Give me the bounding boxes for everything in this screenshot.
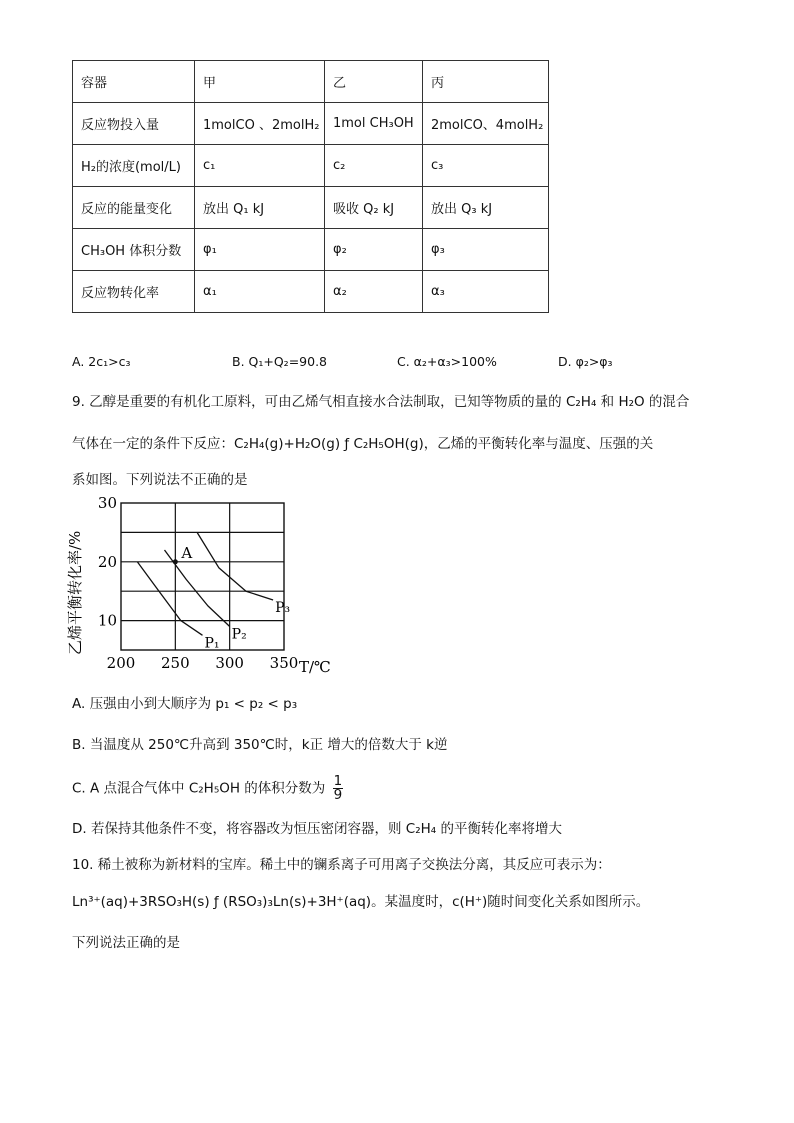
table-row [73,103,549,145]
table-row [73,61,549,103]
q10-stem-line3: 下列说法正确的是 [72,935,180,951]
point-a-label: A [181,543,193,562]
fraction-numerator: 1 [333,773,343,789]
table-cell: CH₃OH 体积分数 [73,229,195,271]
q9-option-a[interactable]: A. 压强由小到大顺序为 p₁ < p₂ < p₃ [72,696,298,712]
table-row [73,187,549,229]
q8-option-a[interactable]: A. 2c₁>c₃ [72,354,131,369]
q8-option-b[interactable]: B. Q₁+Q₂=90.8 [232,354,328,369]
x-tick-label: 200 [106,654,136,672]
table-cell: 1molCO 、2molH₂ [195,103,325,145]
q9-stem-line1: 9. 乙醇是重要的有机化工原料，可由乙烯气相直接水合法制取，已知等物质的量的 C₂H₄ 和 H₂O 的混合 [72,394,690,410]
q9-option-b[interactable]: B. 当温度从 250℃升高到 350℃时，k正 增大的倍数大于 k逆 [72,737,448,753]
table-cell: 1mol CH₃OH [325,103,423,145]
q10-stem-line1: 10. 稀土被称为新材料的宝库。稀土中的镧系离子可用离子交换法分离，其反应可表示为： [72,857,611,873]
point-a-marker [173,559,178,564]
table-cell: c₂ [325,145,423,187]
y-tick-label: 10 [97,611,117,630]
q9-option-c-text: C. A 点混合气体中 C₂H₅OH 的体积分数为 [72,780,326,797]
table-cell: 吸收 Q₂ kJ [325,187,423,229]
table-cell: 反应的能量变化 [73,187,195,229]
table-cell: 丙 [423,61,549,103]
y-axis-label: 乙烯平衡转化率/% [66,530,84,655]
table-cell: α₁ [195,271,325,313]
fraction [333,775,344,802]
series-curve [137,562,202,636]
q9-stem-line3: 系如图。下列说法不正确的是 [72,472,248,488]
table-cell: c₃ [423,145,549,187]
x-axis-label: T/℃ [299,658,331,676]
table-row [73,145,549,187]
x-tick-label: 300 [215,654,244,672]
conversion-chart [64,490,354,680]
table-cell: 反应物转化率 [73,271,195,313]
table-cell: 放出 Q₁ kJ [195,187,325,229]
chart-grid [121,503,284,650]
data-table [72,60,549,313]
x-tick-label: 350 [269,654,299,672]
table-cell: 容器 [73,61,195,103]
table-cell: α₂ [325,271,423,313]
q9-option-c[interactable] [72,775,343,802]
fraction-denominator: 9 [333,787,343,803]
y-tick-label: 20 [97,552,117,571]
table-cell: c₁ [195,145,325,187]
q8-option-c[interactable]: C. α₂+α₃>100% [397,354,497,369]
table-cell: φ₂ [325,229,423,271]
series-label: P₃ [275,600,291,617]
plot-frame [121,503,284,650]
chart-ticks [98,494,298,672]
table-cell: α₃ [423,271,549,313]
y-tick-label: 30 [97,494,117,512]
table-cell: 甲 [195,61,325,103]
table-row [73,271,549,313]
table-cell: 放出 Q₃ kJ [423,187,549,229]
q9-stem-line2: 气体在一定的条件下反应：C₂H₄(g)+H₂O(g) ƒ C₂H₅OH(g)，乙烯的平衡转化率与温度、压强的关 [72,436,654,452]
series-curve [197,532,273,600]
q8-option-d[interactable]: D. φ₂>φ₃ [558,354,613,369]
q10-stem-line2: Ln³⁺(aq)+3RSO₃H(s) ƒ (RSO₃)₃Ln(s)+3H⁺(aq)。某温度时，c(H⁺)随时间变化关系如图所示。 [72,894,650,910]
table-cell: H₂的浓度(mol/L) [73,145,195,187]
table-cell: 乙 [325,61,423,103]
chart-curves [137,532,290,651]
series-label: P₂ [231,626,247,643]
table-cell: 2molCO、4molH₂ [423,103,549,145]
q9-option-d[interactable]: D. 若保持其他条件不变，将容器改为恒压密闭容器，则 C₂H₄ 的平衡转化率将增大 [72,821,562,837]
series-label: P₁ [204,635,220,652]
table-cell: 反应物投入量 [73,103,195,145]
x-tick-label: 250 [161,654,190,672]
table-cell: φ₁ [195,229,325,271]
table-cell: φ₃ [423,229,549,271]
table-row [73,229,549,271]
